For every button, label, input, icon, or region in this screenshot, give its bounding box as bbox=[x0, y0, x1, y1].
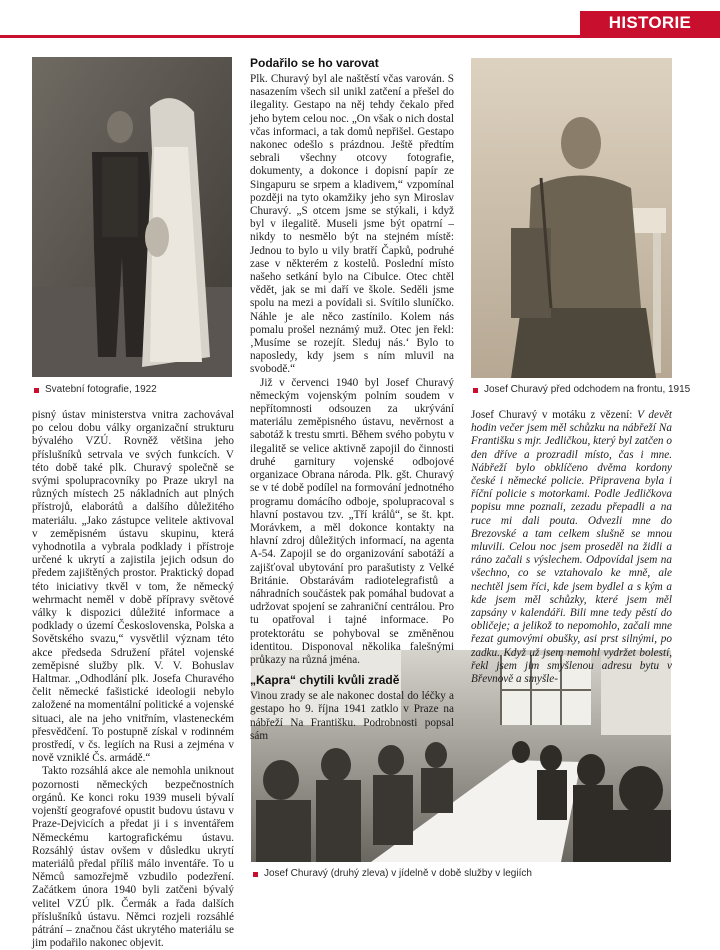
paragraph: Vinou zrady se ale nakonec dostal do léčky a gestapo ho 9. října 1941 zatklo v Praze na nábřeží Na Františku. Podrobnosti popsal sám bbox=[250, 690, 454, 742]
quote-lead: Josef Churavý v motáku z vězení: bbox=[471, 409, 633, 421]
right-column bbox=[471, 409, 673, 686]
top-rule bbox=[0, 35, 720, 38]
quote-text: V devět hodin večer jsem měl schůzku na nábřeží Na Františku s mjr. Jedličkou, který byl zatčen o den dříve a prozradil místo, čas i mne. Nábřeží bylo obklíčeno dvěma kordony české i německé policie. Připravena byla i říční policie s motorkami. Podle Jedličkova popisu mne poznali, zezadu přepadli a na ruce mi dali pouta. Odvezli mne do Brezovské a tam celkem slušně se mnou mluvili. Celou noc jsem proseděl na židli a ráno začali s výslechem. Odpovídal jsem na všechno, co se vztahovalo ke mně, ale nechtěl jsem říci, kde jsem bydlel a s kým a kde jsem měl schůzky, které jsem měl zapsány v kalendáři. Bili mne tedy pěstí do obličeje; a jelikož to nepomohlo, začali mne řezat gumovými obušky, asi prst silnými, po zadku. Když už jsem nemohl vydržet bolestí, řekl jsem jim smyšlenou adresu bytu v Břevnově a smyšle- bbox=[471, 409, 673, 686]
canteen-caption bbox=[253, 868, 532, 880]
subheading-betrayal: „Kapra“ chytili kvůli zradě bbox=[250, 673, 400, 688]
caption-bullet bbox=[473, 388, 478, 393]
canteen-caption-text: Josef Churavý (druhý zleva) v jídelně v době služby v legiích bbox=[264, 868, 532, 879]
portrait-caption-text: Josef Churavý před odchodem na frontu, 1915 bbox=[484, 384, 691, 395]
paragraph bbox=[471, 409, 672, 686]
paragraph: Takto rozsáhlá akce ale nemohla uniknout pozornosti německých bezpečnostních orgánů. Ke konci roku 1939 museli bývalí vojenští geografové opustit budovu ústavu v Praze-Dejvicích a předat ji i s inventářem Německému kartografickému ústavu. Rozsáhlý ústav ovšem v důsledku ukrytí materiálů předal příliš málo inventáře. To u Němců samozřejmě vzbudilo podezření. Začátkem února 1940 byli zatčeni bývalý velitel VZÚ plk. Čermák a řada dalších příslušníků ústavu. Němci rozjeli rozsáhlé pátrání – značnou část ukrytého materiálu se jim podařilo nakonec objevit. bbox=[32, 765, 234, 950]
portrait-caption bbox=[473, 384, 690, 396]
portrait-photo bbox=[471, 58, 672, 378]
caption-bullet bbox=[34, 388, 39, 393]
paragraph: pisný ústav ministerstva vnitra zachovával po celou dobu války organizační strukturu bývalého VZÚ. Rovněž většina jeho příslušníků setrvala ve svých funkcích. V této době také plk. Churavý společně se svými spolupracovníky po Praze ukryl na různých místech 25 nákladních aut plných přístrojů, elaborátů a dalšího důležitého materiálu. „Jako zástupce velitele aktivoval v zeměpisném ústavu skupinu, která vyhodnotila a vybrala podklady i přístroje určené k ukrytí a zajistila jejich odsun do předem zajištěných prostor. Praktický dopad této iniciativy tkvěl v tom, že německý wehrmacht neměl v době přípravy světové války k dispozici důležité informace a podklady o území Československa, Polska a Sovětského svazu,“ vysvětlil význam této akce předseda Sdružení přátel vojenské zeměpisné služby plk. V. V. Bohuslav Haltmar. „Odhodlání plk. Josefa Churavého čelit německé fašistické ideologii nebylo založené na momentální politické a vojenské situaci, ale na jeho vnitřním, vlasteneckém přesvědčení. To postupně získal v rodinném prostředí, v čs. legiích na Rusi a zejména v nově vzniklé Čs. armádě.“ bbox=[32, 409, 234, 765]
wedding-caption bbox=[34, 384, 157, 396]
paragraph: Již v červenci 1940 byl Josef Churavý německým vojenským polním soudem v nepřítomnosti odsouzen za ukrývání materiálu zeměpisného ústavu, nevěrnost a sabotáž k trestu smrti. Během svého pobytu v ilegalitě se velice aktivně zapojil do činnosti druhé garnitury vojenské odbojové organizace Obrana národa. Plk. gšt. Churavý se v té době podílel na formování jednotného programu domácího odboje, spolupracoval s hlavní postavou tzv. „Tří králů“, se št. kpt. Morávkem, a měl dokonce kontakty na hlavní zdroj důležitých informací, na agenta A-54. Zapojil se do organizování sabotáží a zajišťoval ubytování pro parašutisty z Velké Británie. Obstarávám radiotelegrafistů a náhradních součástek pak pomáhal budovat a udržovat spojení se zahraniční centrálou. Pro tu opatřoval i tajné informace. Po protektorátu se pohyboval se změněnou identitou. Disponoval několika falešnými průkazy na různá jména. bbox=[250, 376, 454, 666]
wedding-photo bbox=[32, 57, 232, 377]
wedding-caption-text: Svatební fotografie, 1922 bbox=[45, 384, 157, 395]
left-column bbox=[32, 409, 234, 950]
paragraph: Plk. Churavý byl ale naštěstí včas varován. S nasazením všech sil unikl zatčení a přešel do ilegality. Gestapo na něj tehdy čekalo před jeho bytem celou noc. „On však o nich dostal včas informaci, a tak domů nepřišel. Gestapo nakonec odešlo s prázdnou. Ještě předtím sebrali všechny otcovy fotografie, dokumenty, a dokonce i dopisní papír ze Singapuru se srpem a kladivem,“ vzpomínal později na tyto okamžiky jeho syn Miroslav Churavý. „S otcem jsme se stýkali, i když byl v ilegalitě. Museli jsme být opatrní – nikdy to nesmělo být na stejném místě: Jednou to bylo u vily bratří Čapků, podruhé zase v některém z kostelů. Poslední místo našeho setkání bylo na Cibulce. Otec chtěl vědět, jak se mi daří ve škole. Seděli jsme spolu na mezi a povídali si. Svítilo sluníčko. Náhle je ale něco zastínilo. Kolem nás pomalu prošel neznámý muž. Otec jen řekl: ‚Musíme se rozejít. Sleduj nás.‘ Bylo to naposledy, kdy jsem s ním mluvil na svobodě.“ bbox=[250, 73, 454, 376]
middle-column bbox=[250, 54, 454, 742]
subheading-warned: Podařilo se ho varovat bbox=[250, 56, 379, 70]
section-tag: HISTORIE bbox=[580, 11, 720, 35]
caption-bullet bbox=[253, 872, 258, 877]
